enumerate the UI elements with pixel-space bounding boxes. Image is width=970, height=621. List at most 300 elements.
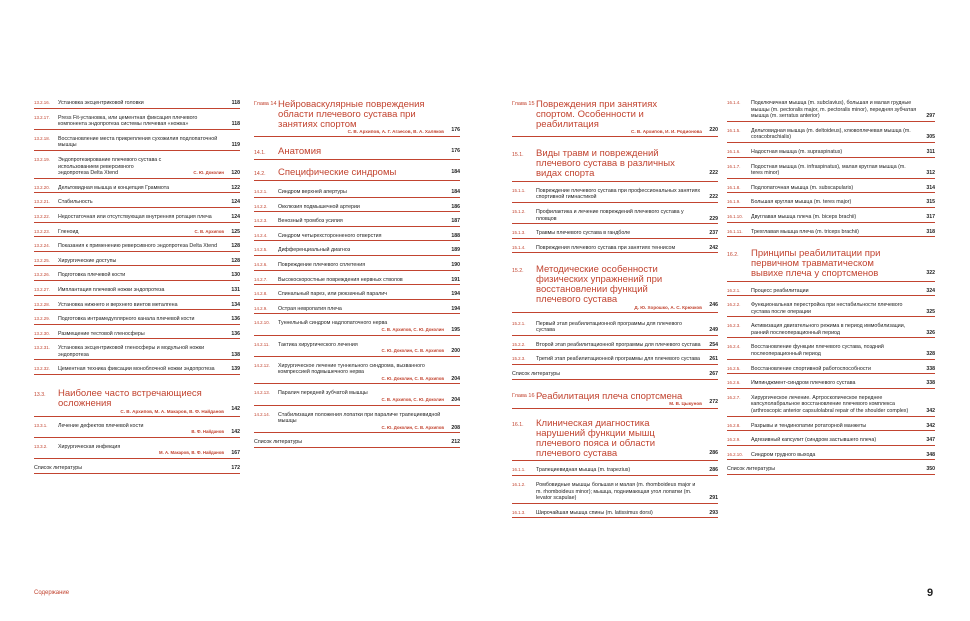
- entry-title: Хирургическое лечение. Артроскопическое переднее капсулолабральное восстановление плечевого комплекса (arthroscopic anterior capsulolabral repair of the shoulder complex): [751, 394, 909, 415]
- entry-number: 13.2.23.: [34, 228, 50, 234]
- entry-number: 16.1.1.: [512, 467, 526, 473]
- toc-section[interactable]: [512, 149, 718, 181]
- entry-page: 200: [451, 348, 460, 355]
- entry-page: 188: [451, 232, 460, 239]
- entry-number: 14.2.13.: [254, 390, 270, 396]
- entry-page: 120: [231, 170, 240, 177]
- toc-entry[interactable]: [34, 214, 240, 223]
- entry-page: 347: [926, 437, 935, 444]
- toc-entry[interactable]: [254, 390, 460, 405]
- entry-number: 13.3.2.: [34, 443, 48, 449]
- toc-entry[interactable]: [727, 288, 935, 297]
- entry-number: 14.2.1.: [254, 188, 268, 194]
- entry-title: Установка нижнего и верхнего винтов металгена: [58, 301, 178, 308]
- entry-number: 15.1.1.: [512, 187, 526, 193]
- toc-column-1: [34, 100, 240, 474]
- entry-title: Дельтовидная мышца и концепция Граммота: [58, 184, 170, 191]
- entry-page: 254: [709, 341, 718, 348]
- entry-number: 15.1.: [512, 152, 524, 159]
- entry-page: 195: [451, 326, 460, 333]
- toc-entry[interactable]: [34, 287, 240, 296]
- toc-entry[interactable]: [727, 452, 935, 461]
- entry-page: 118: [231, 121, 240, 128]
- toc-entry[interactable]: [727, 366, 935, 375]
- entry-title: Цементная техника фиксации моноблочной ножки эндопротеза: [58, 366, 215, 373]
- entry-title: Спинальный парез, или рюкзачный паралич: [278, 291, 387, 298]
- toc-entry[interactable]: [512, 245, 718, 254]
- toc-entry[interactable]: [512, 482, 718, 504]
- entry-page: 249: [709, 327, 718, 334]
- entry-number: 13.2.32.: [34, 366, 50, 372]
- entry-page: 139: [231, 366, 240, 373]
- toc-entry[interactable]: [254, 189, 460, 198]
- toc-entry[interactable]: [34, 157, 240, 179]
- entry-number: 16.2.9.: [727, 437, 741, 443]
- entry-author: С. В. Архипов, М. А. Макаров, В. Ф. Найданов: [120, 408, 224, 414]
- entry-page: 338: [926, 365, 935, 372]
- entry-author: С. В. Архипов, И. И. Родионова: [631, 129, 702, 135]
- entry-page: 142: [231, 429, 240, 436]
- entry-author: С. В. Архипов, А. Г. Агаесов, В. А. Халяков: [347, 129, 444, 135]
- entry-number: 13.2.24.: [34, 243, 50, 249]
- toc-entry[interactable]: [512, 321, 718, 336]
- toc-section[interactable]: [512, 265, 718, 312]
- entry-number: 14.2.4.: [254, 232, 268, 238]
- toc-section[interactable]: [254, 147, 460, 160]
- entry-title: Третий этап реабилитационной программы для плечевого сустава: [536, 356, 700, 363]
- toc-entry[interactable]: [512, 230, 718, 239]
- entry-title: Установка эксцентриковой гленосферы и модульной ножки эндопротеза: [58, 345, 205, 358]
- toc-entry[interactable]: [727, 323, 935, 338]
- entry-page: 318: [926, 228, 935, 235]
- toc-entry[interactable]: [254, 342, 460, 357]
- entry-page: 118: [231, 100, 240, 106]
- entry-title: Второй этап реабилитационной программы для плечевого сустава: [536, 341, 701, 348]
- entry-number: 16.2.1.: [727, 287, 741, 293]
- toc-entry[interactable]: [727, 164, 935, 179]
- entry-page: 190: [451, 261, 460, 268]
- toc-entry[interactable]: [254, 233, 460, 242]
- entry-title: Виды травм и повреждений плечевого сустава в различных видах спорта: [536, 148, 675, 179]
- toc-entry[interactable]: [727, 199, 935, 208]
- entry-title: Список литературы: [512, 370, 561, 377]
- entry-page: 124: [231, 213, 240, 220]
- entry-number: 14.2.14.: [254, 411, 270, 417]
- entry-title: Лечение дефектов плечевой кости: [58, 422, 144, 429]
- toc-entry[interactable]: [727, 229, 935, 238]
- entry-title: Надостная мышца (m. supraspinatus): [751, 148, 843, 155]
- entry-page: 229: [709, 215, 718, 222]
- entry-page: 176: [451, 148, 460, 155]
- entry-title: Эндопротезирование плечевого сустава с использованием реверсивного эндопротеза Delta Xtend: [58, 156, 162, 177]
- entry-page: 314: [926, 184, 935, 191]
- toc-entry[interactable]: [512, 467, 718, 476]
- entry-title: Повреждения плечевого сустава при занятиях теннисом: [536, 244, 676, 251]
- toc-entry[interactable]: [34, 229, 240, 238]
- entry-number: 16.2.3.: [727, 323, 741, 329]
- entry-number: 14.1.: [254, 150, 266, 157]
- entry-number: 15.2.: [512, 268, 524, 275]
- entry-author: С. В. Архипов, С. Ю. Доколин: [381, 326, 444, 332]
- entry-page: 124: [231, 199, 240, 206]
- entry-title: Подостная мышца (m. infraspinatus), малая круглая мышца (m. teres minor): [751, 163, 906, 177]
- entry-page: 293: [709, 509, 718, 516]
- entry-page: 291: [709, 495, 718, 502]
- entry-number: 16.2.4.: [727, 344, 741, 350]
- toc-entry[interactable]: [254, 277, 460, 286]
- entry-page: 326: [926, 329, 935, 336]
- entry-number: 13.2.18.: [34, 135, 50, 141]
- entry-title: Синдром верхней апертуры: [278, 188, 347, 195]
- toc-entry[interactable]: [254, 247, 460, 256]
- entry-title: Хирургическое лечение туннельного синдрома, вызванного компрессией подмышечного нерва: [278, 362, 425, 376]
- entry-title: Острая невропатия плеча: [278, 305, 342, 312]
- entry-author: М. В. Цыкунов: [669, 401, 702, 407]
- toc-entry[interactable]: [727, 437, 935, 446]
- entry-page: 317: [926, 213, 935, 220]
- entry-title: Синдром грудного выхода: [751, 451, 816, 458]
- entry-title: Подготовка плечевой кости: [58, 272, 126, 279]
- toc-section[interactable]: [34, 389, 240, 417]
- toc-entry[interactable]: [34, 366, 240, 375]
- entry-title: Трехглавая мышца плеча (m. triceps brachii): [751, 228, 859, 235]
- entry-number: 15.2.3.: [512, 356, 526, 362]
- entry-title: Хирургические доступы: [58, 257, 117, 264]
- toc-entry-references[interactable]: [34, 465, 240, 474]
- toc-entry[interactable]: [34, 444, 240, 459]
- entry-page: 128: [231, 243, 240, 250]
- entry-page: 191: [451, 276, 460, 283]
- toc-section[interactable]: [254, 168, 460, 181]
- entry-number: 16.2.: [727, 252, 739, 259]
- entry-title: Методические особенности физических упражнений при восстановлении функций плечевого сустава: [536, 264, 663, 305]
- entry-number: 13.2.29.: [34, 316, 50, 322]
- entry-number: 16.1.10.: [727, 213, 743, 219]
- entry-number: 13.2.17.: [34, 114, 50, 120]
- entry-title: Дифференциальный диагноз: [278, 247, 351, 254]
- toc-chapter[interactable]: [254, 100, 460, 137]
- entry-number: 15.1.3.: [512, 230, 526, 236]
- entry-number: 14.2.: [254, 171, 266, 178]
- toc-entry[interactable]: [34, 331, 240, 340]
- toc-entry[interactable]: [727, 100, 935, 122]
- toc-entry[interactable]: [34, 115, 240, 130]
- entry-title: Восстановление места прикрепления сухожилия подлопаточной мышцы: [58, 135, 218, 149]
- entry-page: 167: [231, 450, 240, 457]
- entry-title: Повреждение плечевого сплетения: [278, 261, 366, 268]
- entry-number: 13.2.16.: [34, 100, 50, 105]
- entry-number: 16.2.6.: [727, 380, 741, 386]
- entry-page: 220: [709, 126, 718, 133]
- entry-title: Хирургическая инфекция: [58, 443, 121, 450]
- entry-page: 312: [926, 170, 935, 177]
- entry-page: 136: [231, 316, 240, 323]
- entry-title: Двуглавая мышца плеча (m. biceps brachii): [751, 213, 857, 220]
- toc-entry[interactable]: [727, 344, 935, 359]
- entry-number: 14.2.7.: [254, 276, 268, 282]
- toc-entry[interactable]: [254, 262, 460, 271]
- entry-page: 176: [451, 126, 460, 133]
- toc-entry-references[interactable]: [512, 371, 718, 380]
- toc-entry[interactable]: [727, 128, 935, 143]
- entry-page: 204: [451, 397, 460, 404]
- entry-title: Имплантация плечевой ножки эндопротеза: [58, 286, 165, 293]
- entry-page: 187: [451, 218, 460, 225]
- entry-number: 16.1.9.: [727, 199, 741, 205]
- entry-title: Процесс реабилитации: [751, 287, 809, 294]
- entry-page: 125: [231, 228, 240, 235]
- toc-entry[interactable]: [34, 100, 240, 109]
- entry-number: 16.1.3.: [512, 509, 526, 515]
- toc-entry-references[interactable]: [254, 439, 460, 448]
- toc-entry[interactable]: [34, 345, 240, 360]
- toc-entry[interactable]: [254, 204, 460, 213]
- entry-title: Специфические синдромы: [278, 167, 397, 179]
- entry-number: 13.2.19.: [34, 156, 50, 162]
- entry-title: Размещение тестовой гленосферы: [58, 330, 145, 337]
- chapter-label: Глава 16: [512, 392, 535, 399]
- entry-title: Первый этап реабилитационной программы для плечевого сустава: [536, 320, 682, 334]
- entry-number: 16.2.2.: [727, 302, 741, 308]
- entry-title: Туннельный синдром надлопаточного нерва: [278, 320, 388, 327]
- entry-page: 286: [709, 467, 718, 474]
- chapter-title: Реабилитация плеча спортсмена: [536, 390, 683, 402]
- toc-chapter[interactable]: [512, 392, 718, 410]
- entry-page: 194: [451, 291, 460, 298]
- entry-number: 13.2.26.: [34, 272, 50, 278]
- entry-page: 222: [709, 169, 718, 176]
- toc-entry[interactable]: [34, 423, 240, 438]
- toc-entry[interactable]: [727, 214, 935, 223]
- entry-number: 16.1.2.: [512, 482, 526, 488]
- toc-entry[interactable]: [727, 302, 935, 317]
- entry-number: 16.2.7.: [727, 394, 741, 400]
- entry-number: 13.2.28.: [34, 301, 50, 307]
- toc-entry[interactable]: [727, 380, 935, 389]
- entry-title: Принципы реабилитации при первичном травматическом вывихе плеча у спортсменов: [751, 248, 881, 279]
- entry-page: 305: [926, 134, 935, 141]
- toc-entry[interactable]: [34, 243, 240, 252]
- entry-page: 122: [231, 184, 240, 191]
- toc-entry[interactable]: [512, 510, 718, 519]
- entry-page: 261: [709, 356, 718, 363]
- entry-title: Восстановление спортивной работоспособности: [751, 365, 871, 372]
- toc-entry[interactable]: [34, 185, 240, 194]
- entry-number: 13.2.20.: [34, 184, 50, 190]
- entry-title: Венозный тромбоз усилия: [278, 218, 343, 225]
- entry-author: С. Ю. Доколин: [193, 170, 224, 176]
- entry-author: М. А. Макаров, В. Ф. Найданов: [159, 450, 224, 456]
- toc-entry[interactable]: [254, 218, 460, 227]
- entry-title: Press Fit-установка, или цементная фиксация плечевого компонента эндопротеза системы плечевая «ножка»: [58, 114, 198, 128]
- entry-number: 16.2.5.: [727, 365, 741, 371]
- chapter-label: Глава 14: [254, 101, 277, 107]
- entry-page: 128: [231, 257, 240, 264]
- entry-page: 186: [451, 203, 460, 210]
- toc-entry[interactable]: [512, 356, 718, 365]
- entry-number: 16.1.: [512, 422, 524, 429]
- entry-number: 16.1.5.: [727, 127, 741, 133]
- toc-entry[interactable]: [512, 188, 718, 203]
- entry-number: 15.2.1.: [512, 320, 526, 326]
- chapter-label: Глава 15: [512, 101, 535, 107]
- entry-number: 13.2.21.: [34, 199, 50, 205]
- toc-entry[interactable]: [34, 258, 240, 267]
- entry-page: 325: [926, 308, 935, 315]
- entry-title: Наиболее часто встречающиеся осложнения: [58, 388, 202, 409]
- entry-author: В. Ф. Найданов: [191, 429, 224, 435]
- entry-title: Высокоскоростные повреждения нервных стволов: [278, 276, 403, 283]
- entry-title: Подключичная мышца (m. subclavius), большая и малая грудные мышцы (m. pectoralis major, m. pectoralis minor), передняя зубчатая мышца (m. serratus anterior): [751, 100, 917, 120]
- entry-title: Синдром четырехсторонненого отверстия: [278, 232, 382, 239]
- toc-entry[interactable]: [727, 423, 935, 432]
- toc-entry[interactable]: [34, 272, 240, 281]
- toc-entry[interactable]: [254, 306, 460, 315]
- entry-number: 13.2.31.: [34, 345, 50, 351]
- entry-page: 131: [231, 286, 240, 293]
- entry-title: Дельтовидная мышца (m. deltoideus), клювоплечевая мышца (m. coracobrachialis): [751, 127, 911, 141]
- entry-number: 13.2.25.: [34, 257, 50, 263]
- toc-entry[interactable]: [512, 209, 718, 224]
- entry-page: 322: [926, 269, 935, 276]
- chapter-title: Повреждения при занятиях спортом. Особенности и реабилитация: [536, 99, 658, 130]
- chapter-title: Нейроваскулярные повреждения области плечевого сустава при занятиях спортом: [278, 99, 425, 130]
- entry-page: 172: [231, 465, 240, 472]
- entry-title: Тактика хирургического лечения: [278, 341, 358, 348]
- entry-number: 14.2.3.: [254, 218, 268, 224]
- toc-section[interactable]: [727, 249, 935, 281]
- entry-page: 348: [926, 451, 935, 458]
- page-number: 9: [927, 587, 934, 599]
- entry-number: 13.2.22.: [34, 213, 50, 219]
- toc-entry[interactable]: [34, 316, 240, 325]
- entry-page: 342: [926, 422, 935, 429]
- toc-entry[interactable]: [727, 185, 935, 194]
- entry-number: 14.2.6.: [254, 261, 268, 267]
- entry-number: 14.2.10.: [254, 320, 270, 326]
- entry-number: 16.2.8.: [727, 422, 741, 428]
- toc-section[interactable]: [512, 419, 718, 461]
- entry-number: 15.2.2.: [512, 341, 526, 347]
- entry-page: 350: [926, 466, 935, 473]
- entry-page: 212: [451, 439, 460, 446]
- entry-page: 311: [926, 148, 935, 155]
- entry-title: Импинджмент-синдром плечевого сустава: [751, 380, 856, 387]
- entry-number: 15.1.4.: [512, 244, 526, 250]
- entry-page: 328: [926, 351, 935, 358]
- entry-title: Окклюзия подмышечной артерии: [278, 203, 360, 210]
- toc-column-4: [727, 100, 935, 475]
- entry-title: Клиническая диагностика нарушений функции мышц плечевого пояса и области плечевого сустава: [536, 418, 656, 459]
- entry-author: С. В. Архипов: [194, 228, 224, 234]
- entry-page: 246: [709, 301, 718, 308]
- entry-page: 194: [451, 305, 460, 312]
- entry-number: 16.1.4.: [727, 100, 741, 105]
- entry-title: Подготовка интрамедуллярного канала плечевой кости: [58, 316, 195, 323]
- entry-number: 13.3.: [34, 392, 46, 399]
- entry-author: С. Ю. Доколин, С. В. Архипов: [381, 375, 444, 381]
- toc-entry[interactable]: [727, 149, 935, 158]
- entry-page: 119: [231, 142, 240, 149]
- toc-entry[interactable]: [512, 342, 718, 351]
- entry-number: 16.1.8.: [727, 184, 741, 190]
- entry-page: 342: [926, 408, 935, 415]
- entry-page: 222: [709, 194, 718, 201]
- entry-title: Разрывы и тендинопатии ротаторной манжеты: [751, 422, 867, 429]
- entry-number: 16.1.11.: [727, 228, 743, 234]
- entry-number: 16.1.6.: [727, 148, 741, 154]
- entry-title: Стабилизация положения лопатки при параличе трапециевидной мышцы: [278, 411, 441, 425]
- entry-page: 237: [709, 230, 718, 237]
- entry-page: 204: [451, 375, 460, 382]
- entry-author: Д. Ю. Хорошко, А. С. Крючков: [634, 304, 702, 310]
- entry-title: Подлопаточная мышца (m. subscapularis): [751, 184, 854, 191]
- entry-number: 16.2.10.: [727, 451, 743, 457]
- entry-author: С. Ю. Доколин, С. В. Архипов: [381, 348, 444, 354]
- entry-title: Анатомия: [278, 146, 322, 158]
- entry-number: 13.2.27.: [34, 286, 50, 292]
- entry-title: Список литературы: [34, 465, 83, 472]
- entry-title: Список литературы: [254, 439, 303, 446]
- toc-entry-references[interactable]: [727, 466, 935, 475]
- toc-entry[interactable]: [34, 199, 240, 208]
- toc-entry[interactable]: [727, 395, 935, 417]
- entry-page: 267: [709, 370, 718, 377]
- toc-entry[interactable]: [34, 302, 240, 311]
- entry-page: 184: [451, 169, 460, 176]
- entry-page: 272: [709, 398, 718, 405]
- toc-entry[interactable]: [254, 320, 460, 335]
- entry-title: Большая круглая мышца (m. teres major): [751, 199, 852, 206]
- entry-title: Широчайшая мышца спины (m. latissimus dorsi): [536, 509, 653, 516]
- entry-page: 138: [231, 351, 240, 358]
- entry-page: 208: [451, 424, 460, 431]
- entry-title: Список литературы: [727, 466, 776, 473]
- footer-label: Содержание: [34, 590, 70, 596]
- toc-chapter[interactable]: [512, 100, 718, 137]
- entry-title: Ромбовидные мышцы большая и малая (m. rhomboideus major и m. rhomboideus minor); мышца, поднимающая угол лопатки (m. levator scapulae): [536, 482, 696, 502]
- entry-author: С. В. Архипов, С. Ю. Доколин: [381, 397, 444, 403]
- toc-entry[interactable]: [254, 412, 460, 434]
- entry-title: Установка эксцентриковой головки: [58, 100, 144, 106]
- entry-page: 136: [231, 330, 240, 337]
- entry-title: Восстановление функции плечевого сустава, поздний послеоперационный период: [751, 344, 884, 358]
- entry-number: 14.2.5.: [254, 247, 268, 253]
- entry-title: Профилактика и лечение повреждений плечевого сустава у пловцов: [536, 208, 684, 222]
- entry-number: 14.2.2.: [254, 203, 268, 209]
- entry-number: 14.2.12.: [254, 362, 270, 368]
- entry-page: 324: [926, 287, 935, 294]
- entry-page: 315: [926, 199, 935, 206]
- entry-page: 297: [926, 113, 935, 120]
- entry-page: 338: [926, 380, 935, 387]
- entry-author: С. Ю. Доколин, С. В. Архипов: [381, 424, 444, 430]
- toc-column-2: [254, 100, 460, 448]
- entry-page: 184: [451, 188, 460, 195]
- entry-title: Активизация двигательного режима в период иммобилизации, ранний послеоперационный период: [751, 323, 906, 336]
- entry-title: Стабильность: [58, 199, 93, 206]
- entry-number: 16.1.7.: [727, 163, 741, 169]
- entry-title: Гленоид: [58, 228, 79, 235]
- toc-entry[interactable]: [254, 291, 460, 300]
- toc-entry[interactable]: [254, 363, 460, 385]
- entry-page: 189: [451, 247, 460, 254]
- entry-number: 13.2.30.: [34, 330, 50, 336]
- entry-title: Повреждение плечевого сустава при профессиональных занятиях спортивной гимнастикой: [536, 187, 701, 201]
- toc-entry[interactable]: [34, 136, 240, 151]
- entry-page: 286: [709, 449, 718, 456]
- entry-page: 134: [231, 301, 240, 308]
